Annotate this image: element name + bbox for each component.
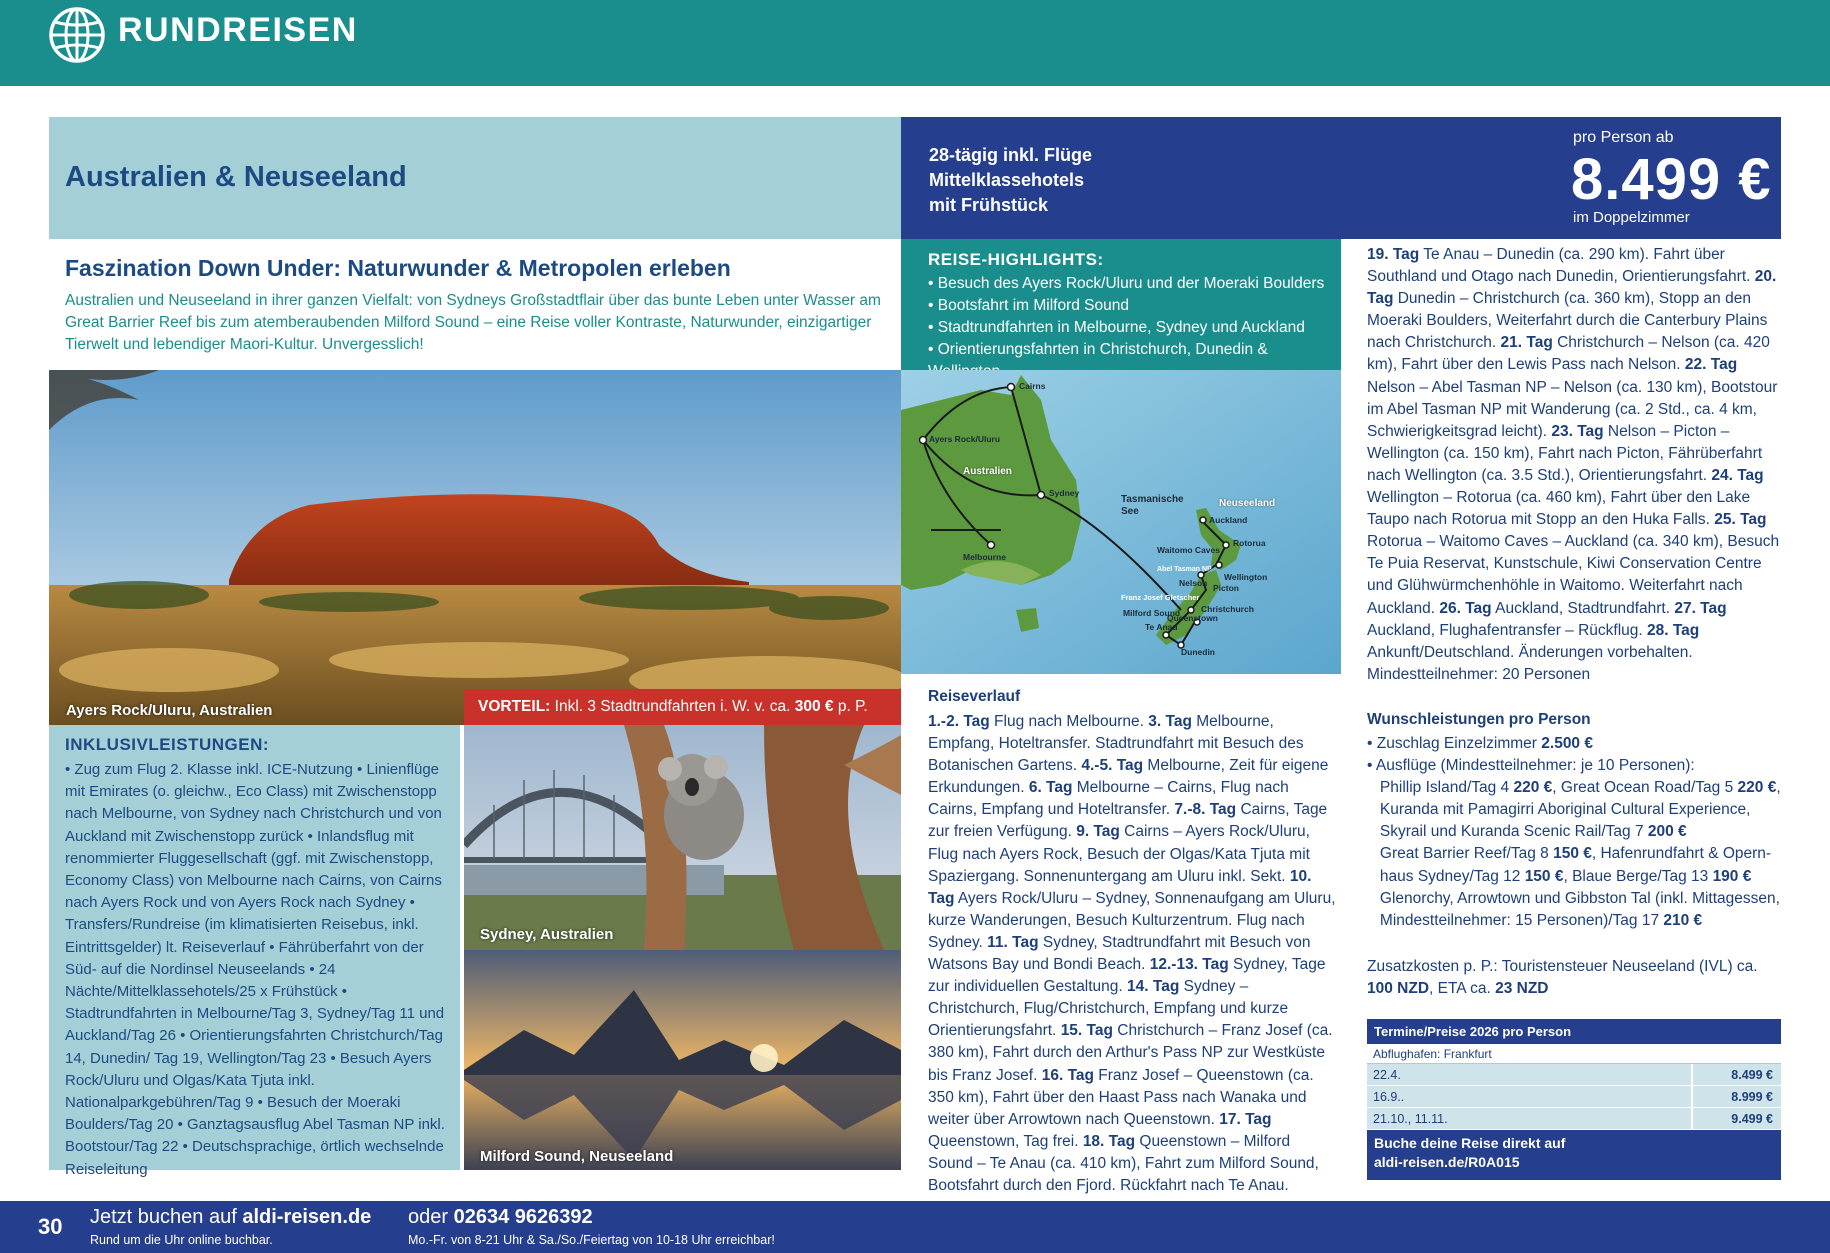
header-band [0,0,1830,86]
highlight-item: • Orientierungsfahrten in Christchurch, Dunedin & [928,339,1341,383]
itinerary-heading: Reiseverlauf [928,688,1021,705]
price-suffix: im Doppelzimmer [1573,209,1690,226]
map-label-tasman-see: See [1121,506,1139,517]
sydney-caption: Sydney, Australien [480,926,614,943]
footer-bar [0,1201,1830,1253]
map-label-milford: Milford Sound [1123,608,1181,618]
table-row [1367,1108,1781,1130]
offer-line: mit Frühstück [929,195,1049,215]
book-direct-link[interactable]: aldi-reisen.de/R0A015 [1374,1154,1520,1170]
map-label-abel: Abel Tasman NP [1157,566,1212,573]
offer-line: 28-tägig inkl. Flüge [929,145,1093,165]
table-row-date: 22.4. [1367,1064,1691,1085]
highlights-title: REISE-HIGHLIGHTS: [928,250,1104,269]
wishes-heading: Wunschleistungen pro Person [1367,711,1591,728]
footer-phone-prefix: oder [408,1206,449,1228]
map-label-auckland: Auckland [1209,515,1248,525]
map-label-dunedin: Dunedin [1181,647,1215,657]
map-label-wellington: Wellington [1224,572,1268,582]
offer-box [901,117,1781,239]
map-label-tasman: Tasmanische [1121,494,1184,505]
brand-title: RUNDREISEN [118,11,358,49]
table-row [1367,1086,1781,1108]
price-table-departure: Abflughafen: Frankfurt [1367,1044,1781,1064]
highlight-item: • Bootsfahrt im Milford Sound [928,295,1341,317]
vorteil-text: Inkl. 3 Stadtrundfahrten i. W. v. ca. [554,698,791,715]
uluru-image [49,370,901,725]
map-label-teanau: Te Anau [1145,622,1178,632]
intro-text: Australien und Neuseeland in ihrer ganzen Vielfalt: von Sydneys Großstadtflair über das bunte Leben unter Wasser am Great Barrier Reef bis zum atemberaubenden Milford Sound – eine Reise voller Kontraste, Naturwunder, einzigartiger Tierwelt und lebendiger Maori-Kultur. Unvergesslich! [65,292,881,353]
price-prefix: pro Person ab [1573,129,1674,146]
offer-line: Mittelklassehotels [929,170,1085,190]
inclusive-box [49,725,460,1178]
vorteil-amount: 300 € [794,698,834,715]
table-row-price: 9.499 € [1693,1108,1781,1129]
page-number: 30 [38,1214,63,1239]
table-row-date: 21.10., 11.11. [1367,1108,1691,1129]
vorteil-suffix: p. P. [837,698,868,715]
map-label-ayers: Ayers Rock/Uluru [929,434,1001,444]
highlight-item: • Stadtrundfahrten in Melbourne, Sydney und Auckland [928,317,1341,339]
map-label-neuseeland: Neuseeland [1219,498,1276,509]
map-label-waitomo: Waitomo Caves [1157,545,1220,555]
footer-phone-sub: Mo.-Fr. von 8-21 Uhr & Sa./So./Feiertag von 10-18 Uhr erreichbar! [408,1233,775,1247]
footer-phone-number[interactable]: 02634 9626392 [453,1206,593,1228]
price-table-title: Termine/Preise 2026 pro Person [1367,1019,1781,1044]
globe-icon [48,6,106,64]
itinerary-text-middle: 1.-2. Tag Flug nach Melbourne. 3. Tag Melbourne, Empfang, Hoteltransfer. Stadtrundfahrt mit Besuch des Botanischen Gartens. 4.-5. Tag Melbourne, Zeit für eigene Erkundungen. 6. Tag Melbourne – Cairns, Flug nach Cairns, Empfang und Hoteltransfer. 7.-8. Tag Cairns, Tage zur freien Verfügung. 9. Tag Cairns – Ayers Rock/Uluru, Flug nach Ayers Rock, Besuch der Olgas/Kata Tjuta mit Spaziergang. Sonnenuntergang am Uluru inkl. Sekt. 10. Tag Ayers Rock/Uluru – Sydney, Sonnenaufgang am Uluru, kurze Wanderungen, Besuch Kulturzentrum. Flug nach Sydney. 11. Tag Sydney, Stadtrundfahrt mit Besuch von Watsons Bay und Bondi Beach. 12.-13. Tag Sydney, Tage zur individuellen Gestaltung. 14. Tag Sydney – Christchurch, Flug/Christchurch, Empfang und kurze Orientierungsfahrt. 15. Tag Christchurch – Franz Josef (ca. 380 km), Fahrt durch den Arthur's Pass NP zur Westküste bis Franz Josef. 16. Tag Franz Josef – Queenstown (ca. 350 km), Fahrt über den Haast Pass nach Wanaka und weiter über Arrowtown nach Queenstown. 17. Tag Queenstown, Tag frei. 18. Tag Queenstown – Milford Sound – Te Anau (ca. 410 km), Fahrt zum Milford Sound, Bootsfahrt durch den Fjord. Rückfahrt nach Te Anau. [928,713,1336,1194]
table-row-price: 8.999 € [1693,1086,1781,1107]
title-bar [49,117,901,239]
highlight-item: • Besuch des Ayers Rock/Uluru und der Moeraki Boulders [928,273,1341,295]
map-label-melbourne: Melbourne [963,552,1006,562]
map-label-christchurch: Christchurch [1201,604,1254,614]
offer-lines [929,143,1092,218]
wishes-list: • Zuschlag Einzelzimmer 2.500 € • Ausflüge (Mindestteilnehmer: je 10 Personen): Phillip Island/Tag 4 220 €, Great Ocean Road/Tag 5 220 €, Kuranda mit Pamagirri Aboriginal Cultural Experience, Skyrail und Kuranda Scenic Rail/Tag 7 200 € Great Barrier Reef/Tag 8 150 €, Hafenrundfahrt & Opern- haus Sydney/Tag 12 150 €, Blaue Berge/Tag 13 190 € Glenorchy, Arrowtown und Gibbston Tal (inkl. Mittagessen, Mindestteilnehmer: 15 Personen)/Tag 17 210 € [1367,735,1781,929]
map-label-cairns: Cairns [1019,381,1046,391]
map-label-sydney: Sydney [1049,488,1080,498]
table-row [1367,1064,1781,1086]
inclusive-text: • Zug zum Flug 2. Klasse inkl. ICE-Nutzung • Linienflüge mit Emirates (o. gleichw., Eco Class) mit Zwischenstopp nach Melbourne, von Sydney nach Christchurch und von Auckland mit Zwischenstopp zurück • Inlandsflug mit renommierter Fluggesellschaft (ggf. mit Zwischenstopp, Economy Class) von Melbourne nach Cairns, von Cairns nach Ayers Rock und von Ayers Rock nach Sydney • Transfers/Rundreise (im klimatisierten Reisebus, inkl. Eintrittsgelder) lt. Reiseverlauf • Fährüberfahrt von der Süd- auf die Nordinsel Neuseelands • 24 Nächte/Mittelklassehotels/25 x Frühstück • Stadtrundfahrten in Melbourne/Tag 3, Sydney/Tag 11 und Auckland/Tag 26 • Orientierungsfahrten Christchurch/Tag 14, Dunedin/ Tag 19, Wellington/Tag 23 • Besuch Ayers Rock/Uluru und Olgas/Kata Tjuta inkl. Nationalparkgebühren/Tag 9 • Besuch der Moeraki Boulders/Tag 20 • Ganztagsausflug Abel Tasman NP inkl. Bootstour/Tag 22 • Deutschsprachige, örtlich wechselnde Reiseleitung [65,761,445,1178]
map-label-rotorua: Rotorua [1233,538,1266,548]
uluru-caption: Ayers Rock/Uluru, Australien [66,702,273,719]
map-label-picton: Picton [1213,583,1239,593]
book-direct-label: Buche deine Reise direkt auf [1374,1135,1566,1151]
vorteil-label: VORTEIL: [478,698,551,715]
vorteil-bar [464,689,901,725]
intro-subtitle: Faszination Down Under: Naturwunder & Metropolen erleben [65,255,731,281]
map-label-queenstown: Queenstown [1167,613,1219,623]
map-label-nelson: Nelson [1179,578,1208,588]
footer-book-prefix: Jetzt buchen auf [90,1206,237,1228]
price-value: 8.499 € [1571,147,1772,212]
footer-book-link[interactable]: aldi-reisen.de [242,1206,372,1228]
footer-phone [408,1206,593,1229]
map-label-australien: Australien [963,466,1012,477]
route-map-graphic [901,370,1341,674]
inclusive-title: INKLUSIVLEISTUNGEN: [65,735,270,754]
price-table [1367,1019,1781,1180]
table-row-date: 16.9.. [1367,1086,1691,1107]
footer-book-sub: Rund um die Uhr online buchbar. [90,1233,273,1247]
price-table-footer[interactable] [1367,1130,1781,1180]
map-label-franz: Franz Josef Gletscher [1121,593,1200,602]
milford-image [464,950,901,1170]
sydney-image [464,725,901,950]
footer-booking [90,1206,371,1229]
itinerary-text-right: 19. Tag Te Anau – Dunedin (ca. 290 km). Fahrt über Southland und Otago nach Dunedin, Orientierungsfahrt. 20. Tag Dunedin – Christchurch (ca. 360 km), Stopp an den Moeraki Boulders, Weiterfahrt durch die Canterbury Plains nach Christchurch. 21. Tag Christchurch – Nelson (ca. 420 km), Fahrt über den Lewis Pass nach Nelson. 22. Tag Nelson – Abel Tasman NP – Nelson (ca. 130 km), Bootstour im Abel Tasman NP mit Wanderung (ca. 2 Std., ca. 4 km, Schwierigkeitsgrad leicht). 23. Tag Nelson – Picton – Wellington (ca. 150 km), Fahrt nach Picton, Fährüberfahrt nach Wellington (ca. 3.5 Std.), Orientierungsfahrt. 24. Tag Wellington – Rotorua (ca. 460 km), Fahrt über den Lake Taupo nach Rotorua mit Stopp an den Huka Falls. 25. Tag Rotorua – Waitomo Caves – Auckland (ca. 340 km), Besuch Te Puia Reservat, Kunstschule, Kiwi Conservation Centre und Glühwürmchenhöhle in Waitomo. Weiterfahrt nach Auckland. 26. Tag Auckland, Stadtrundfahrt. 27. Tag Auckland, Flughafentransfer – Rückflug. 28. Tag Ankunft/Deutschland. Änderungen vorbehalten. Mindestteilnehmer: 20 Personen [1367,246,1780,683]
milford-caption: Milford Sound, Neuseeland [480,1148,674,1165]
page-title: Australien & Neuseeland [65,161,407,193]
highlights-box [901,239,1341,370]
highlights-list [928,273,1341,383]
wishes-extra: Zusatzkosten p. P.: Touristensteuer Neuseeland (IVL) ca. 100 NZD, ETA ca. 23 NZD [1367,958,1758,998]
route-map [901,370,1341,674]
table-row-price: 8.499 € [1693,1064,1781,1085]
